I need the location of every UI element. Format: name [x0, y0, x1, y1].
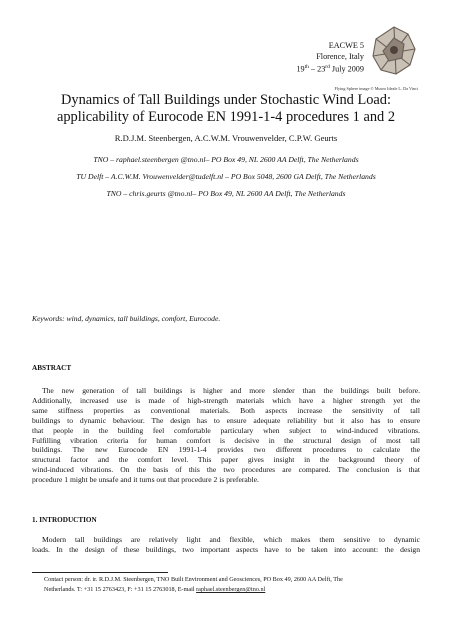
conference-location: Florence, Italy [316, 52, 364, 61]
abstract-line: The new generation of tall buildings is higher and more slender than the buildings built before. [42, 386, 420, 395]
conference-info [244, 40, 364, 75]
footnote [44, 575, 424, 595]
abstract-line: buildings. The new Eurocode EN 1991-1-4 provides two different procedures to calculate the [32, 445, 420, 455]
footnote-line-1: Contact person: dr. ir. R.D.J.M. Steenbergen, TNO Built Environment and Geosciences, PO Box 49, 2600 AA Delft, The [44, 576, 343, 583]
image-credit: Flying Sphere image © Museo Ideale L. Da Vinci [334, 86, 418, 91]
conference-name: EACWE 5 [328, 41, 364, 50]
abstract-line: that people in the building feel comfortable particulary when subject to wind-induced vibrations. [32, 425, 420, 435]
introduction-body [32, 535, 420, 555]
abstract-body [32, 386, 420, 485]
abstract-line: wind-induced vibrations. On the basis of this the two procedures are compared. The conclusion is that [32, 465, 420, 475]
abstract-line: buildings to dynamic behaviour. The design has to ensure adequate reliability but it also has to ensure [32, 415, 420, 425]
introduction-line: loads. In the design of these buildings, two important aspects have to be taken into account: the design [32, 544, 420, 554]
paper-title [20, 92, 432, 126]
affiliation-line: TU Delft – A.C.W.M. Vrouwenvelder@tudelft.nl – PO Box 5048, 2600 GA Delft, The Netherlands [76, 172, 376, 181]
contact-email-link[interactable]: raphael.steenbergen@tno.nl [196, 586, 266, 593]
abstract-heading: ABSTRACT [32, 364, 72, 372]
abstract-line: procedure 1 might be unsafe and it turns out that procedure 2 is preferable. [32, 475, 259, 485]
footnote-rule [32, 572, 168, 573]
section-heading-introduction: 1. INTRODUCTION [32, 516, 97, 524]
footnote-line-2: Netherlands. T: +31 15 2763423, F: +31 15 2763018, E-mail raphael.steenbergen@tno.nl [44, 586, 266, 593]
flying-sphere-logo [369, 24, 419, 84]
author-list: R.D.J.M. Steenbergen, A.C.W.M. Vrouwenvelder, C.P.W. Geurts [114, 133, 338, 143]
abstract-line: Fulfilling vibration criteria for human comfort is decisive in the structural design of most tall [32, 435, 420, 445]
affiliation-line: TNO – chris.geurts @tno.nl– PO Box 49, NL 2600 AA Delft, The Netherlands [106, 189, 346, 198]
abstract-line: same stiffness properties as conventional materials. Both aspects increase the sensitivity of tall [32, 405, 420, 415]
introduction-line: Modern tall buildings are relatively light and flexible, which makes them sensitive to dynamic [42, 535, 420, 544]
title-line-2: applicability of Eurocode EN 1991-1-4 procedures 1 and 2 [56, 109, 396, 125]
abstract-line: Additionally, increased use is made of high-strength materials which have a higher strength yet the [32, 395, 420, 405]
title-line-1: Dynamics of Tall Buildings under Stochastic Wind Load: [60, 92, 392, 108]
affiliation-line: TNO – raphael.steenbergen @tno.nl– PO Box 49, NL 2600 AA Delft, The Netherlands [93, 155, 359, 164]
keywords: Keywords: wind, dynamics, tall buildings, comfort, Eurocode. [32, 314, 221, 323]
conference-date: 19th – 23rd July 2009 [296, 64, 364, 74]
abstract-line: structural factor and the comfort level. This paper gives insight in the background theory of [32, 455, 420, 465]
